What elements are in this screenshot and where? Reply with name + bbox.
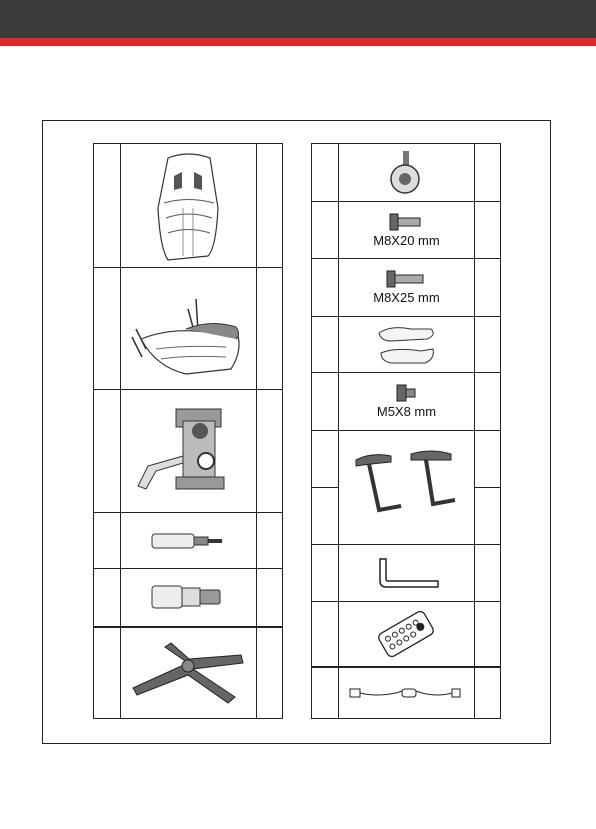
quantity-cell: [475, 317, 501, 373]
table-row: [312, 602, 501, 667]
bolt-m8x25-cell: [338, 259, 475, 317]
quantity-cell: [475, 602, 501, 667]
part-number-cell: [94, 390, 121, 513]
mechanism-cell: [120, 390, 257, 513]
table-row: [312, 144, 501, 202]
remote-cell: [338, 602, 475, 667]
remote-icon: [366, 605, 446, 663]
quantity-cell: [257, 513, 283, 569]
part-number-cell: [94, 144, 121, 268]
table-row: [312, 202, 501, 259]
bolt-size-label: M8X25 mm: [373, 290, 440, 305]
table-row: [94, 513, 283, 569]
table-row: [312, 667, 501, 719]
part-number-cell: [94, 513, 121, 569]
parts-table-left: [93, 143, 283, 719]
caster-cell: [338, 144, 475, 202]
star-base-icon: [123, 633, 253, 713]
table-row: [94, 268, 283, 390]
part-number-cell: [94, 268, 121, 390]
quantity-cell: [475, 545, 501, 602]
backrest-cell: [120, 144, 257, 268]
quantity-cell: [475, 431, 501, 488]
quantity-cell: [257, 390, 283, 513]
part-number-cell: [312, 545, 339, 602]
part-number-cell: [94, 569, 121, 627]
quantity-cell: [257, 627, 283, 719]
bolt-m5x8-cell: [338, 373, 475, 431]
table-row: [94, 569, 283, 627]
seat-icon: [126, 279, 251, 379]
table-row: [312, 259, 501, 317]
cover-icon: [371, 323, 441, 367]
usb-cable-cell: [338, 667, 475, 719]
cylinder-large-icon: [148, 582, 228, 612]
armrests-cell: [338, 431, 475, 545]
header-accent-bar: [0, 38, 596, 46]
cylinder-small-icon: [148, 529, 228, 553]
part-number-cell: [312, 602, 339, 667]
part-number-cell: [312, 431, 339, 488]
seat-cell: [120, 268, 257, 390]
bolt-m8x20-cell: [338, 202, 475, 259]
cable-icon: [346, 683, 466, 703]
table-row: [312, 317, 501, 373]
quantity-cell: [475, 667, 501, 719]
base-cell: [120, 627, 257, 719]
table-row: [94, 144, 283, 268]
gas-lift-cell: [120, 569, 257, 627]
quantity-cell: [475, 144, 501, 202]
bolt-size-label: M8X20 mm: [373, 232, 440, 248]
part-number-cell: [94, 627, 121, 719]
quantity-cell: [475, 202, 501, 259]
allen-key-cell: [338, 545, 475, 602]
part-number-cell: [312, 373, 339, 431]
part-number-cell: [312, 317, 339, 373]
part-number-cell: [312, 202, 339, 259]
table-row: [312, 545, 501, 602]
bolt-icon: [383, 270, 429, 288]
mechanism-icon: [128, 401, 248, 501]
header-bar: [0, 0, 596, 38]
part-number-cell: [312, 144, 339, 202]
allen-key-icon: [366, 553, 446, 593]
side-covers-cell: [338, 317, 475, 373]
quantity-cell: [475, 373, 501, 431]
bolt-icon: [386, 213, 426, 231]
quantity-cell: [475, 259, 501, 317]
quantity-cell: [475, 488, 501, 545]
table-row: [312, 431, 501, 488]
gas-lift-cover-cell: [120, 513, 257, 569]
table-row: [312, 373, 501, 431]
table-row: [94, 390, 283, 513]
quantity-cell: [257, 268, 283, 390]
backrest-icon: [138, 148, 238, 263]
part-number-cell: [312, 667, 339, 719]
table-row: [94, 627, 283, 719]
parts-table-right: [311, 143, 501, 719]
armrest-icon: [351, 448, 461, 528]
part-number-cell: [312, 259, 339, 317]
part-number-cell: [312, 488, 339, 545]
quantity-cell: [257, 569, 283, 627]
bolt-size-label: M5X8 mm: [376, 404, 437, 419]
caster-icon: [381, 149, 431, 197]
quantity-cell: [257, 144, 283, 268]
bolt-icon: [393, 384, 419, 402]
